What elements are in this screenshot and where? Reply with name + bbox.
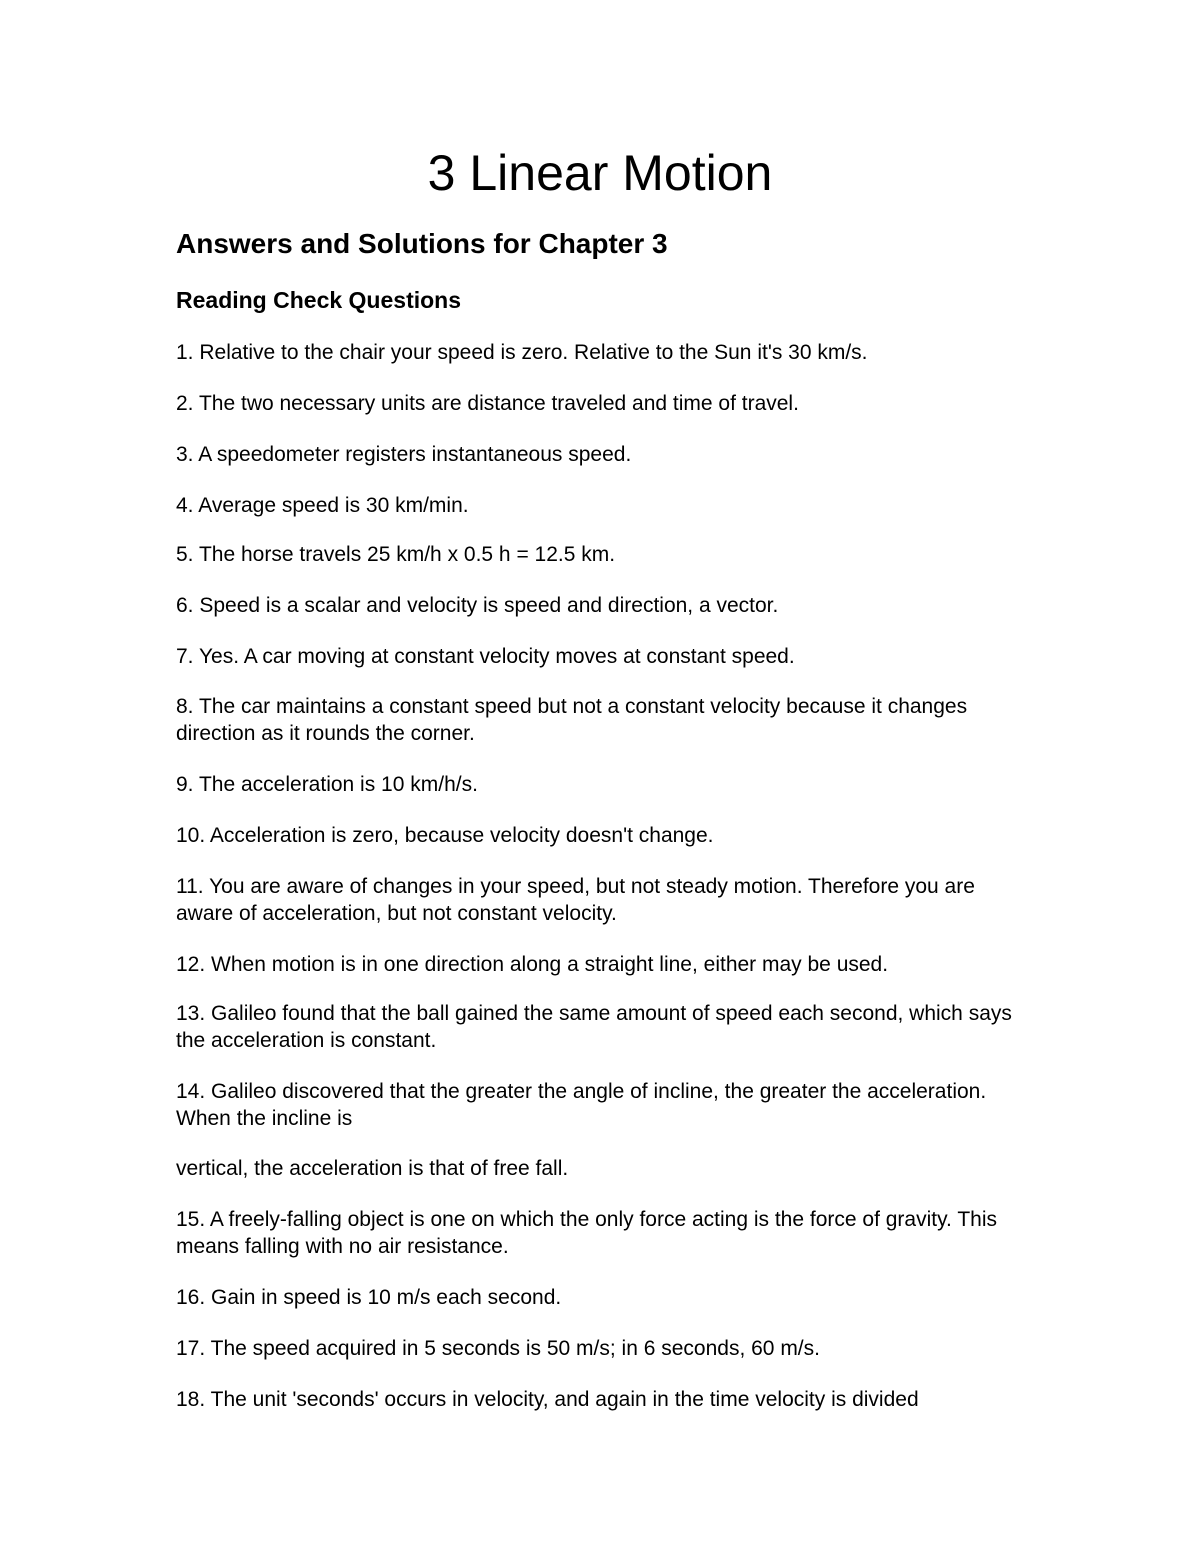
answer-4: 4. Average speed is 30 km/min. bbox=[176, 494, 469, 517]
answer-14-continued: vertical, the acceleration is that of free fall. bbox=[176, 1157, 569, 1180]
answer-6: 6. Speed is a scalar and velocity is speed and direction, a vector. bbox=[176, 594, 779, 617]
answer-9: 9. The acceleration is 10 km/h/s. bbox=[176, 773, 478, 796]
answer-14: 14. Galileo discovered that the greater the angle of incline, the greater the acceleration. When the incline is bbox=[176, 1080, 987, 1130]
answer-12: 12. When motion is in one direction along a straight line, either may be used. bbox=[176, 953, 889, 976]
answer-17: 17. The speed acquired in 5 seconds is 50 m/s; in 6 seconds, 60 m/s. bbox=[176, 1337, 820, 1360]
page-title: 3 Linear Motion bbox=[427, 145, 773, 201]
answer-8: 8. The car maintains a constant speed but not a constant velocity because it changes direction as it rounds the corner. bbox=[176, 695, 968, 745]
answer-16: 16. Gain in speed is 10 m/s each second. bbox=[176, 1286, 562, 1309]
answer-2: 2. The two necessary units are distance traveled and time of travel. bbox=[176, 392, 799, 415]
answer-7: 7. Yes. A car moving at constant velocity moves at constant speed. bbox=[176, 645, 795, 668]
answer-1: 1. Relative to the chair your speed is zero. Relative to the Sun it's 30 km/s. bbox=[176, 341, 868, 364]
answer-11: 11. You are aware of changes in your speed, but not steady motion. Therefore you are aware of acceleration, but not constant velocity. bbox=[176, 875, 975, 925]
answer-15: 15. A freely-falling object is one on which the only force acting is the force of gravity. This means falling with no air resistance. bbox=[176, 1208, 997, 1258]
answer-18: 18. The unit 'seconds' occurs in velocity, and again in the time velocity is divided bbox=[176, 1388, 919, 1411]
chapter-heading: Answers and Solutions for Chapter 3 bbox=[176, 228, 668, 259]
section-heading: Reading Check Questions bbox=[176, 287, 462, 313]
answer-13: 13. Galileo found that the ball gained the same amount of speed each second, which says the acceleration is constant. bbox=[176, 1002, 1012, 1052]
answer-5: 5. The horse travels 25 km/h x 0.5 h = 12.5 km. bbox=[176, 543, 616, 566]
answer-10: 10. Acceleration is zero, because velocity doesn't change. bbox=[176, 824, 714, 847]
answer-3: 3. A speedometer registers instantaneous speed. bbox=[176, 443, 632, 466]
